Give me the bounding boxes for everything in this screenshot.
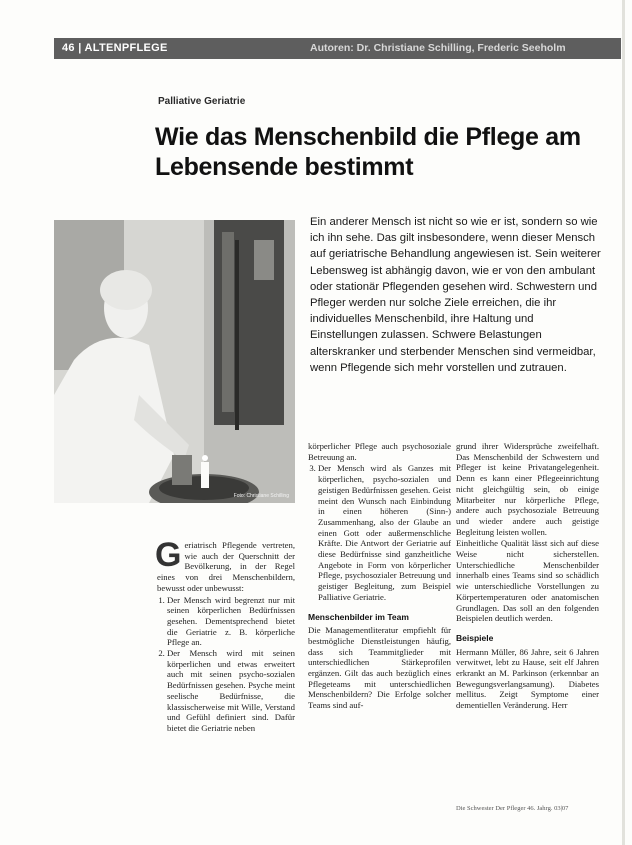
list-item: 3. Der Mensch wird als Ganzes mit körperlichen, psycho-sozialen und geistigen Bedürfnissen gesehen. Geist meint den Wunsch nach Einbindung in einen höheren (Sinn-) Zusammenhang, also der Glaube an einen Gott oder außermenschliche Kräfte. Die Antwort der Geriatrie auf diese Bedürfnisse sind ganzheitliche Angebote in Form von körperlicher Pflege, psychosozialer Betreuung und geistiger Begleitung, zum Beispiel Palliative Geriatrie. bbox=[318, 463, 451, 602]
intro-paragraph bbox=[155, 536, 295, 594]
article-title: Wie das Menschenbild die Pflege am Lebensende bestimmt bbox=[155, 123, 581, 181]
article-kicker: Palliative Geriatrie bbox=[158, 96, 246, 107]
column-3 bbox=[456, 441, 599, 712]
section-label: 46 | ALTENPFLEGE bbox=[62, 42, 168, 54]
paragraph: Die Managementliteratur empfiehlt für bestmögliche Dienstleistungen häufig, dass sich Teammitglieder mit unterschiedlichen Stärkeprofilen ergänzen. Gilt das auch bezüglich eines Pflegeteams mit unterschiedlichen Menschenbildern? Die Erfolge solcher Teams sind auf- bbox=[308, 625, 451, 711]
menschenbild-list-cont bbox=[308, 463, 451, 602]
dropcap: G bbox=[155, 536, 182, 574]
list-item: 2. Der Mensch wird mit seinen körperlichen und etwas erweitert auch mit seinen psycho-sozialen Bedürfnissen gesehen. Psyche meint seelische Bedürfnisse, die klassischerweise mit Wille, Verstand und Gefühl definiert sind. Dafür bietet die Geriatrie neben bbox=[167, 648, 295, 734]
intro-text: eriatrisch Pflegende vertreten, wie auch der Querschnitt der Bevölkerung, in der Regel eines von drei Menschenbildern, bewusst oder unbewusst: bbox=[157, 540, 295, 593]
menschenbild-list bbox=[157, 595, 295, 734]
article-photo bbox=[54, 220, 295, 503]
paragraph: Einheitliche Qualität lässt sich auf diese Weise nicht sicherstellen. Unterschiedliche Menschenbilder innerhalb eines Teams sind so schädlich wie unterschiedliche Vorstellungen zu Körpertemperaturen oder anatomischen Grundlagen. Das soll an den folgenden Beispielen deutlich werden. bbox=[456, 538, 599, 624]
photo-illustration bbox=[54, 220, 295, 503]
authors-label: Autoren: Dr. Christiane Schilling, Frederic Seeholm bbox=[310, 42, 566, 54]
column-1 bbox=[155, 536, 295, 734]
list-continuation: körperlicher Pflege auch psychosoziale Betreuung an. bbox=[308, 441, 451, 462]
page-footer: Die Schwester Der Pfleger 46. Jahrg. 03|07 bbox=[456, 805, 569, 812]
subheading-team: Menschenbilder im Team bbox=[308, 611, 409, 622]
column-2 bbox=[308, 441, 451, 712]
list-item: 1. Der Mensch wird begrenzt nur mit seinen körperlichen Bedürfnissen gesehen. Dementsprechend bietet die Geriatrie z. B. körperliche Pflege an. bbox=[167, 595, 295, 649]
page-edge bbox=[622, 0, 625, 845]
paragraph: Hermann Müller, 86 Jahre, seit 6 Jahren verwitwet, lebt zu Hause, seit elf Jahren erkrankt an M. Parkinson (erkennbar an Bewegungsverlangsamung). Diabetes mellitus. Zeigt Symptome einer dementiellen Veränderung. Herr bbox=[456, 646, 599, 711]
article-lead: Ein anderer Mensch ist nicht so wie er ist, sondern so wie ich ihn sehe. Das gilt insbesondere, wenn dieser Mensch auf geriatrische Behandlung angewiesen ist. Sein weiterer Lebensweg ist abhängig davon, wie er von den ambulant oder stationär Pflegenden gesehen wird. Schwestern und Pfleger werden nur solche Ziele erreichen, die ihr individuelles Menschenbild, ihre Haltung und Einstellungen zulassen. Schwere Belastungen alterskranker und sterbender Menschen sind vermeidbar, wenn Pflegende sich mehr vorstellen und zutrauen. bbox=[310, 216, 601, 374]
photo-credit: Foto: Christiane Schilling bbox=[233, 493, 289, 499]
subheading-beispiele: Beispiele bbox=[456, 632, 494, 643]
paragraph: grund ihrer Widersprüche zweifelhaft. Das Menschenbild der Schwestern und Pfleger ist keine Privatangelegenheit. Denn es kann einer Pflegeeinrichtung nicht gleichgültig sein, ob einige Mitarbeiter nur körperliche Pflege, andere auch psychosoziale Betreuung und wieder andere auch geistige Begleitung leisten wollen. bbox=[456, 441, 599, 537]
